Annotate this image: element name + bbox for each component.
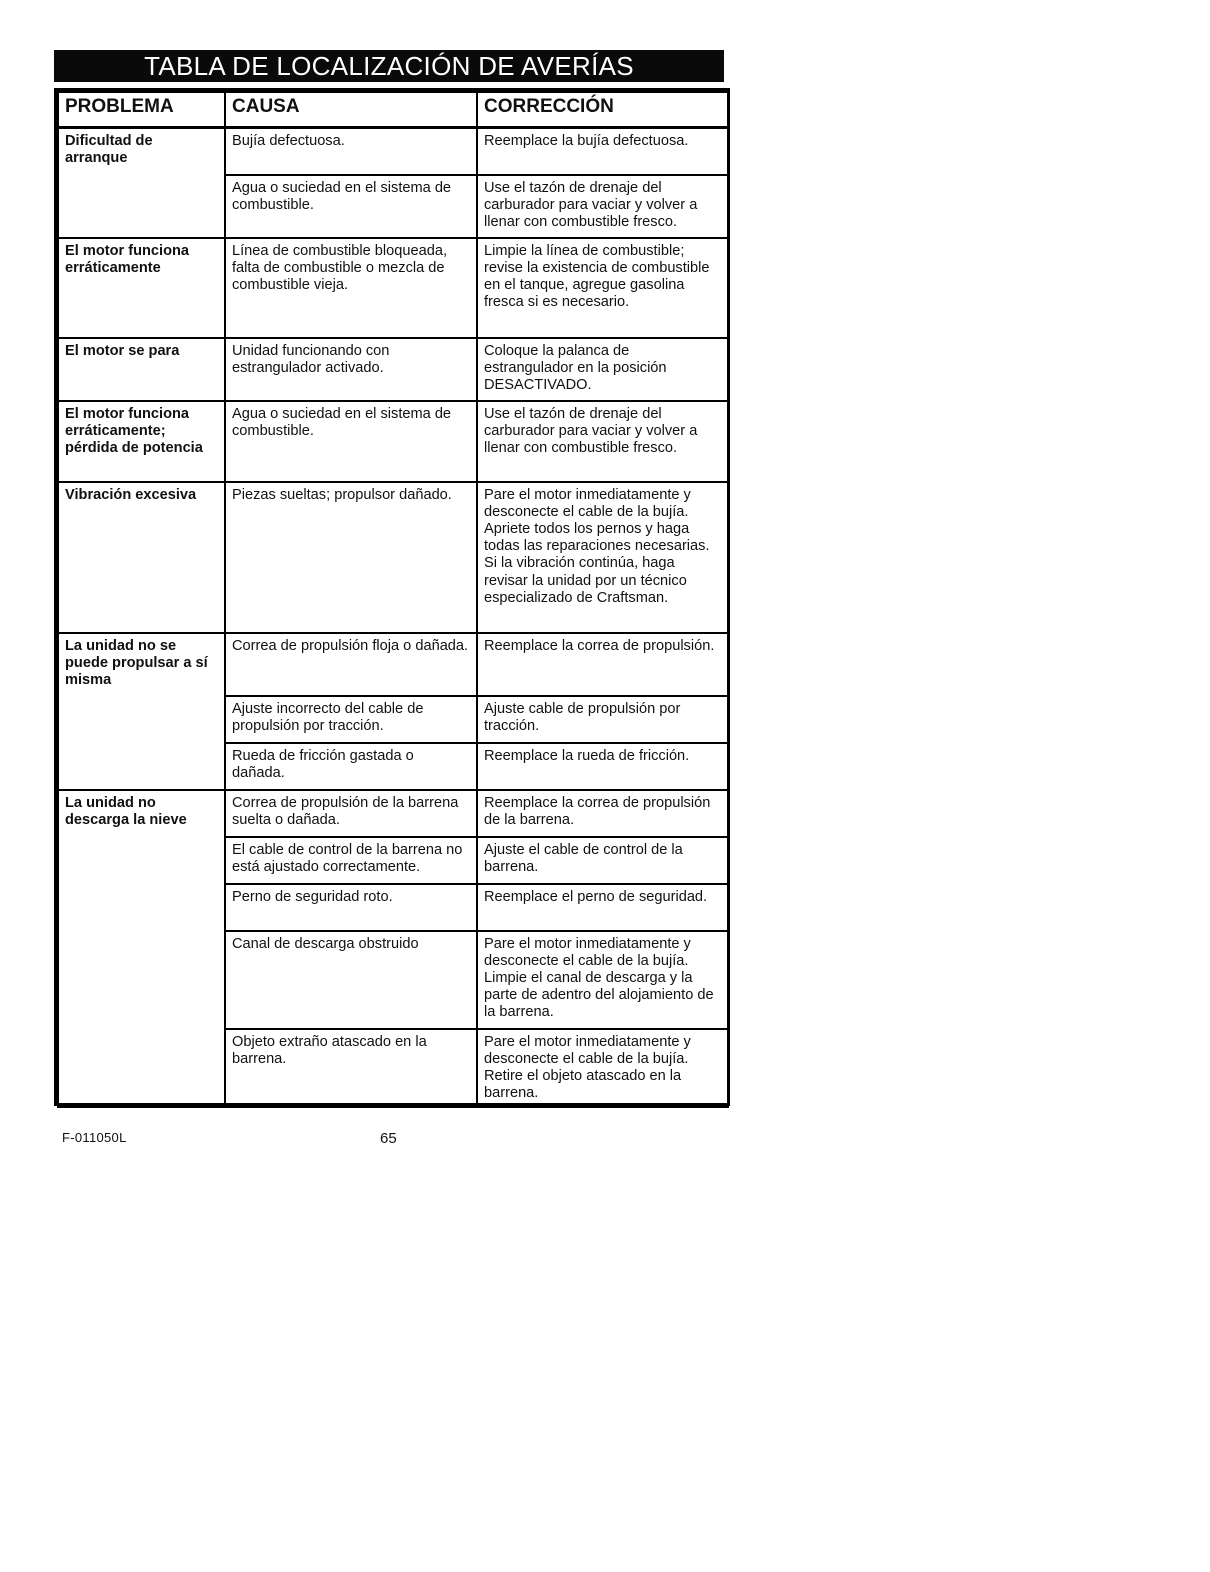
problem-cell: El motor se para (58, 338, 225, 401)
correction-cell: Coloque la palanca de estrangulador en la posición DESACTIVADO. (477, 338, 728, 401)
page-title: TABLA DE LOCALIZACIÓN DE AVERÍAS (54, 50, 724, 82)
table-row (58, 633, 728, 696)
cause-cell: Rueda de fricción gastada o dañada. (225, 743, 477, 790)
table-row (58, 128, 728, 175)
table-row (58, 482, 728, 633)
correction-cell: Pare el motor inmediatamente y desconecte el cable de la bujía. Retire el objeto atascado en la barrena. (477, 1029, 728, 1107)
table-row (58, 401, 728, 482)
correction-cell: Reemplace la correa de propulsión. (477, 633, 728, 696)
table-header-row (58, 92, 728, 128)
cause-cell: El cable de control de la barrena no está ajustado correctamente. (225, 837, 477, 884)
correction-cell: Reemplace la bujía defectuosa. (477, 128, 728, 175)
table-row (58, 790, 728, 837)
table-row (58, 338, 728, 401)
header-correction: CORRECCIÓN (477, 92, 728, 128)
correction-cell: Pare el motor inmediatamente y desconecte el cable de la bujía. Apriete todos los pernos y haga todas las reparaciones necesarias. Si la vibración continúa, haga revisar la unidad por un técnico especializado de Craftsman. (477, 482, 728, 633)
cause-cell: Correa de propulsión floja o dañada. (225, 633, 477, 696)
cause-cell: Bujía defectuosa. (225, 128, 477, 175)
page-number: 65 (380, 1130, 397, 1147)
problem-cell: Dificultad de arranque (58, 128, 225, 238)
problem-cell: El motor funciona erráticamente; pérdida de potencia (58, 401, 225, 482)
correction-cell: Reemplace la rueda de fricción. (477, 743, 728, 790)
cause-cell: Agua o suciedad en el sistema de combustible. (225, 175, 477, 238)
cause-cell: Unidad funcionando con estrangulador activado. (225, 338, 477, 401)
correction-cell: Ajuste el cable de control de la barrena. (477, 837, 728, 884)
cause-cell: Perno de seguridad roto. (225, 884, 477, 931)
correction-cell: Use el tazón de drenaje del carburador para vaciar y volver a llenar con combustible fresco. (477, 401, 728, 482)
correction-cell: Use el tazón de drenaje del carburador para vaciar y volver a llenar con combustible fresco. (477, 175, 728, 238)
cause-cell: Canal de descarga obstruido (225, 931, 477, 1029)
problem-cell: El motor funciona erráticamente (58, 238, 225, 338)
troubleshooting-table (54, 88, 730, 1106)
problem-cell: La unidad no descarga la nieve (58, 790, 225, 1107)
cause-cell: Línea de combustible bloqueada, falta de combustible o mezcla de combustible vieja. (225, 238, 477, 338)
correction-cell: Limpie la línea de combustible; revise la existencia de combustible en el tanque, agregue gasolina fresca si es necesario. (477, 238, 728, 338)
header-cause: CAUSA (225, 92, 477, 128)
cause-cell: Piezas sueltas; propulsor dañado. (225, 482, 477, 633)
problem-cell: La unidad no se puede propulsar a sí misma (58, 633, 225, 790)
cause-cell: Agua o suciedad en el sistema de combustible. (225, 401, 477, 482)
correction-cell: Pare el motor inmediatamente y desconecte el cable de la bujía. Limpie el canal de descarga y la parte de adentro del alojamiento de la barrena. (477, 931, 728, 1029)
correction-cell: Reemplace la correa de propulsión de la barrena. (477, 790, 728, 837)
header-problem: PROBLEMA (58, 92, 225, 128)
table-row (58, 238, 728, 338)
cause-cell: Correa de propulsión de la barrena suelta o dañada. (225, 790, 477, 837)
cause-cell: Objeto extraño atascado en la barrena. (225, 1029, 477, 1107)
correction-cell: Reemplace el perno de seguridad. (477, 884, 728, 931)
document-code: F-011050L (62, 1130, 127, 1145)
correction-cell: Ajuste cable de propulsión por tracción. (477, 696, 728, 743)
problem-cell: Vibración excesiva (58, 482, 225, 633)
cause-cell: Ajuste incorrecto del cable de propulsión por tracción. (225, 696, 477, 743)
